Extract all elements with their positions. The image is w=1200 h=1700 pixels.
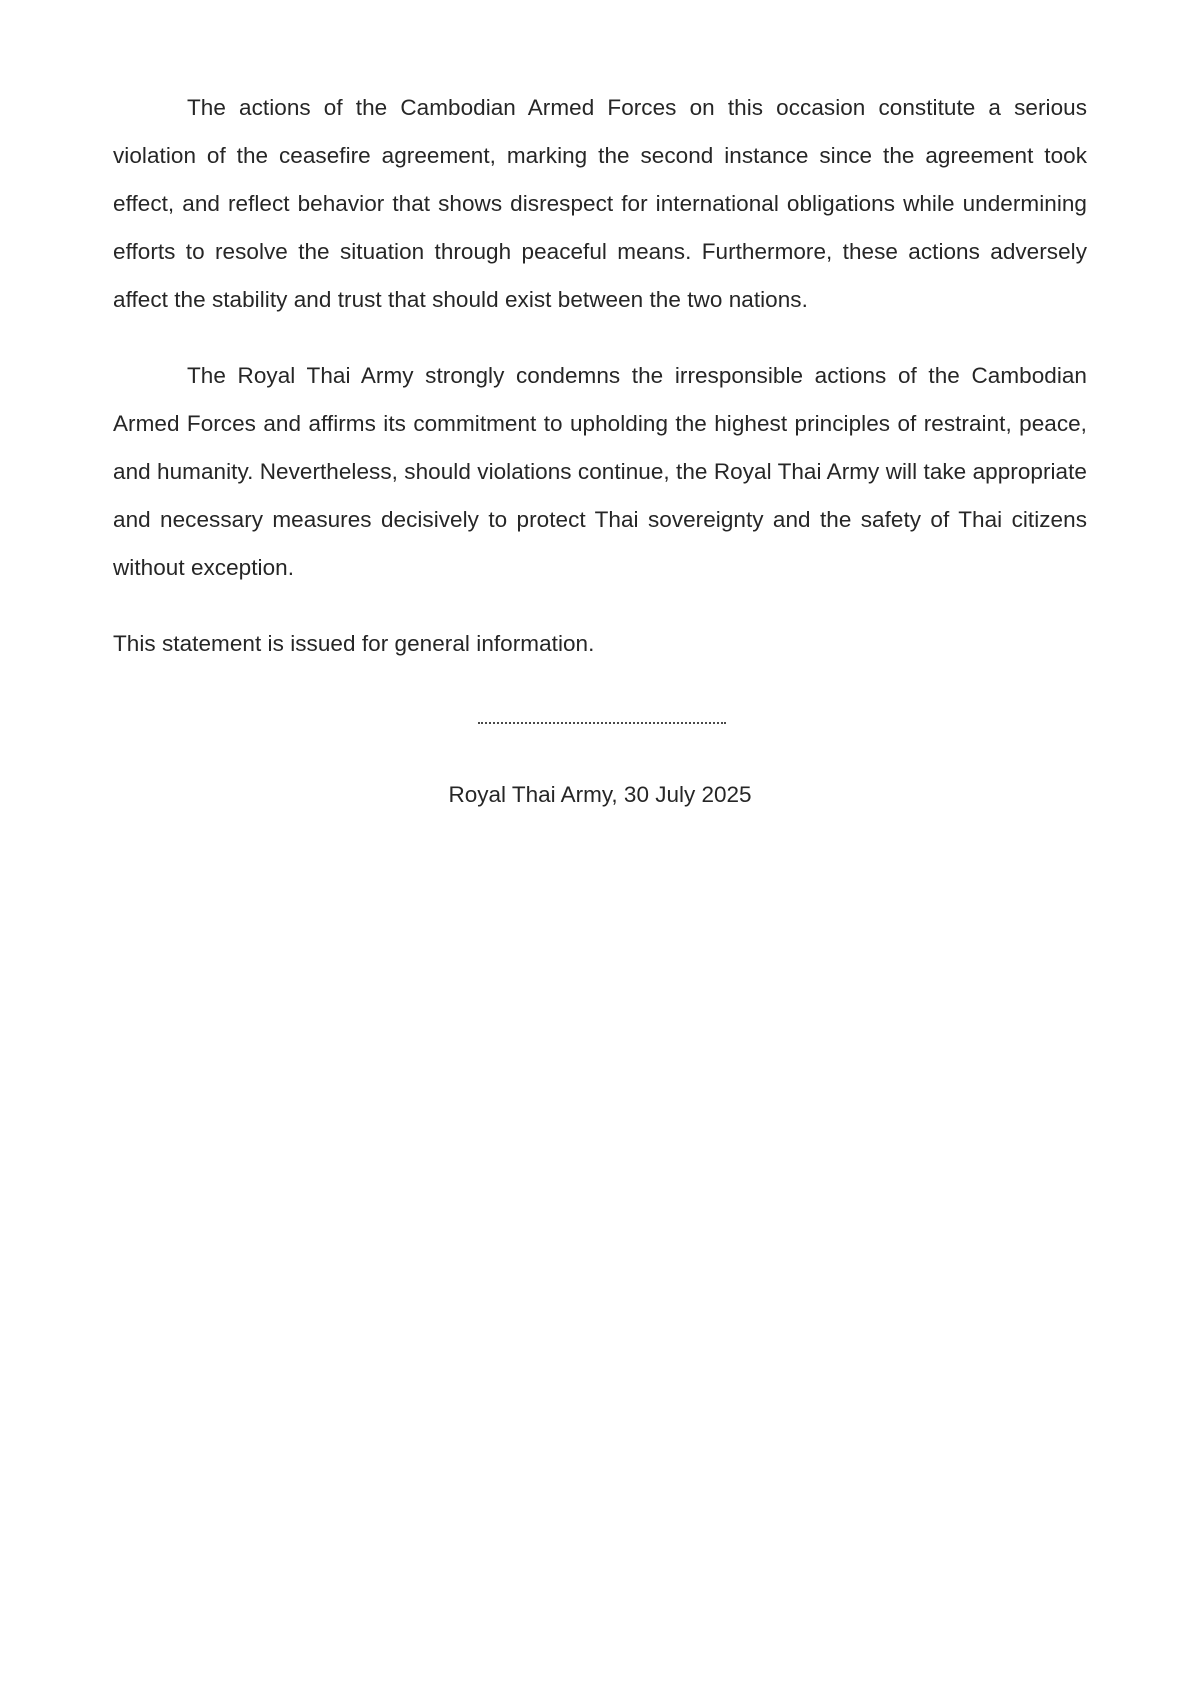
paragraph-closing-statement: This statement is issued for general information. bbox=[113, 631, 595, 656]
paragraph-condemnation: The Royal Thai Army strongly condemns the irresponsible actions of the Cambodian Armed Forces and affirms its commitment to upholding the highest principles of restraint, peace, and humanity. Nevertheless, should violations continue, the Royal Thai Army will take appropriate and necessary measures decisively to protect Thai sovereignty and the safety of Thai citizens without exception. bbox=[113, 363, 1087, 580]
paragraph-ceasefire-violation: The actions of the Cambodian Armed Forces on this occasion constitute a serious violation of the ceasefire agreement, marking the second instance since the agreement took effect, and reflect behavior that shows disrespect for international obligations while undermining efforts to resolve the situation through peaceful means. Furthermore, these actions adversely affect the stability and trust that should exist between the two nations. bbox=[113, 95, 1087, 312]
dotted-separator bbox=[478, 722, 726, 724]
signature-line: Royal Thai Army, 30 July 2025 bbox=[448, 782, 752, 807]
